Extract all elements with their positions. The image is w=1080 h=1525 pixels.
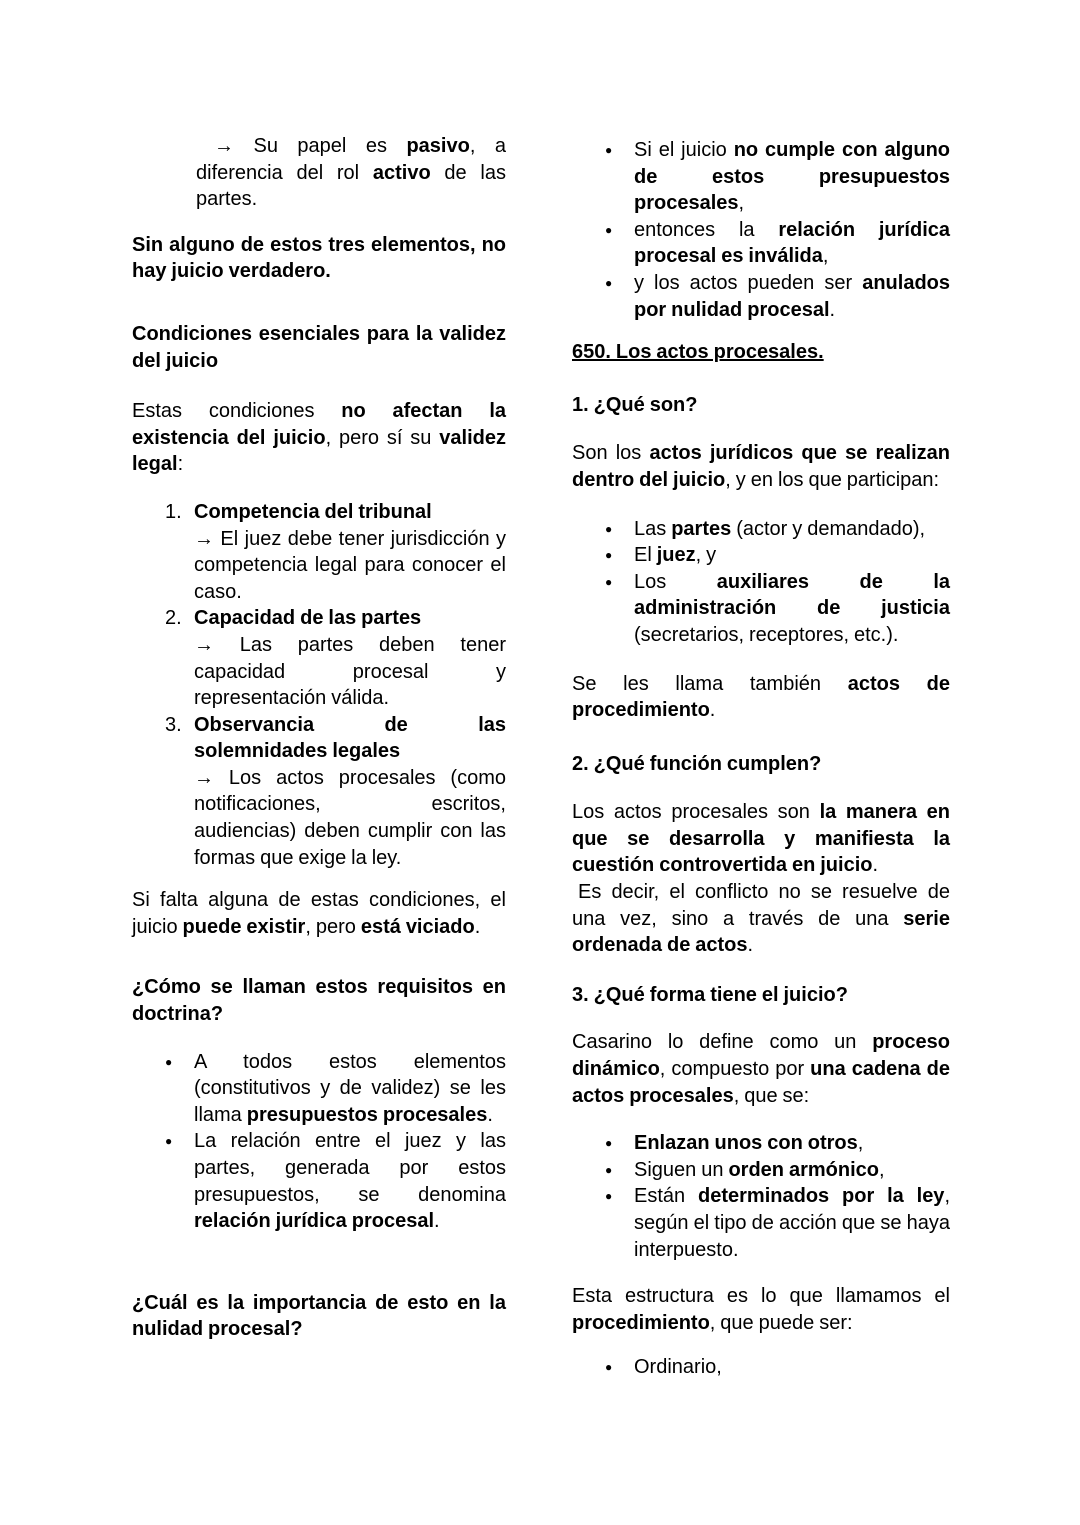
text-run: → El juez debe tener jurisdicción y competencia legal para conocer el caso. (194, 527, 506, 603)
heading (572, 982, 950, 1009)
text-run: : (177, 453, 184, 476)
bold-text-run: 2. ¿Qué función cumplen? (572, 752, 822, 775)
text-run: , (822, 245, 829, 268)
heading (572, 339, 950, 366)
text-run: Casarino lo define como un (572, 1031, 873, 1054)
text-run: , pero (305, 915, 361, 938)
text-run: , y (695, 544, 717, 567)
list-paragraph (194, 1128, 506, 1234)
text-run: , que se: (733, 1084, 810, 1107)
bold-text-run: activo (372, 161, 431, 184)
bold-text-run: proceso dinámico (572, 1031, 950, 1081)
text-run: . (872, 854, 879, 877)
bold-text-run: partes (671, 517, 732, 540)
text-run: Se les llama también (572, 672, 848, 695)
text-run: Están (634, 1185, 699, 1208)
heading (572, 392, 950, 419)
bold-text-run: anulados por nulidad procesal (634, 271, 950, 321)
bullet-list (572, 137, 950, 323)
bold-text-run: no afectan la existencia del juicio (132, 400, 506, 449)
text-run: . (487, 1103, 493, 1126)
bold-text-run: determinados por la ley (698, 1185, 945, 1208)
list-number: 1. (165, 500, 182, 523)
text-run: Si el juicio (634, 139, 734, 161)
bullet-list (572, 1130, 950, 1263)
text-run: A todos estos elementos (constitutivos y de validez) se les llama (194, 1050, 506, 1126)
bold-text-run: ¿Cuál es la importancia de esto en la nulidad procesal? (132, 1291, 506, 1341)
text-run: , según el tipo de acción que se haya interpuesto. (634, 1185, 950, 1261)
bullet-icon: ● (605, 1189, 613, 1204)
bold-text-run: está viciado (360, 915, 475, 938)
text-run: Los actos procesales son (572, 801, 820, 824)
list-item (572, 270, 950, 323)
list-paragraph (634, 217, 950, 270)
list-item (572, 516, 950, 543)
right-column (572, 137, 950, 1381)
text-run: . (747, 934, 754, 957)
text-run: Estas condiciones (132, 400, 342, 423)
heading (132, 974, 506, 1027)
bullet-list (572, 1354, 950, 1381)
text-run: Los (634, 570, 717, 593)
list-item (572, 542, 950, 569)
bullet-icon: ● (605, 574, 613, 589)
text-run: Esta estructura es lo que llamamos el (572, 1285, 950, 1308)
list-number: 3. (165, 713, 182, 736)
list-item (132, 499, 506, 605)
list-item (132, 1049, 506, 1129)
list-paragraph (194, 1049, 506, 1129)
text-run: (actor y demandado), (731, 517, 926, 540)
list-paragraph (194, 765, 506, 871)
paragraph (572, 879, 950, 959)
list-paragraph (194, 499, 506, 526)
text-run: y los actos pueden ser (634, 271, 863, 294)
text-run: Si falta alguna de estas condiciones, el juicio (132, 889, 506, 938)
bold-text-run: Condiciones esenciales para la validez del juicio (132, 322, 506, 372)
bold-text-run: puede existir (182, 915, 306, 938)
bold-text-run: Sin alguno de estos tres elementos, no hay juicio verdadero. (132, 233, 506, 283)
text-run: Es decir, el conflicto no se resuelve de una vez, sino a través de una (572, 881, 950, 930)
bullet-list (572, 516, 950, 649)
bold-text-run: relación jurídica procesal es inválida (634, 218, 950, 268)
heading (132, 321, 506, 374)
list-paragraph (634, 1183, 950, 1263)
bullet-icon: ● (605, 275, 613, 290)
heading (572, 751, 950, 778)
text-run: Son los (572, 442, 650, 465)
list-paragraph (634, 1157, 950, 1184)
left-column (132, 133, 506, 1343)
paragraph (132, 133, 506, 213)
list-item (572, 569, 950, 649)
list-paragraph (634, 1130, 950, 1157)
paragraph (132, 887, 506, 940)
bold-text-run: procedimiento (572, 1311, 710, 1334)
text-run: , (878, 1158, 885, 1181)
heading (132, 1290, 506, 1343)
bold-text-run: Enlazan unos con otros (634, 1132, 858, 1155)
bullet-icon: ● (165, 1134, 173, 1149)
text-run: El (634, 544, 657, 567)
list-item (132, 605, 506, 711)
bold-text-run: actos jurídicos que se realizan dentro del juicio (572, 442, 950, 491)
list-paragraph (634, 542, 950, 569)
text-run: , pero sí su (325, 426, 440, 449)
bold-text-run: 1. ¿Qué son? (572, 393, 698, 416)
bold-text-run: pasivo (406, 135, 470, 157)
paragraph (572, 799, 950, 879)
bullet-icon: ● (605, 548, 613, 563)
text-run: , compuesto por (659, 1058, 811, 1081)
list-paragraph (634, 516, 950, 543)
bold-text-run: 650. Los actos procesales. (572, 341, 824, 364)
list-item (572, 217, 950, 270)
bullet-icon: ● (605, 521, 613, 536)
text-run: La relación entre el juez y las partes, generada por estos presupuestos, se denomina (194, 1130, 506, 1206)
bold-text-run: auxiliares de la administración de justicia (634, 570, 951, 620)
bullet-icon: ● (605, 143, 613, 157)
paragraph (132, 398, 506, 478)
list-paragraph (634, 569, 950, 649)
text-run: . (474, 915, 481, 938)
text-run: , (857, 1132, 864, 1155)
text-run: → Las partes deben tener capacidad procesal y representación válida. (194, 633, 506, 710)
bold-text-run: serie ordenada de actos (572, 907, 950, 957)
paragraph (572, 440, 950, 493)
list-item (572, 137, 950, 217)
text-run: , a diferencia del rol (196, 135, 506, 184)
list-item (572, 1130, 950, 1157)
list-paragraph (634, 137, 950, 217)
text-run: , (738, 192, 745, 215)
list-item (132, 1128, 506, 1234)
list-item (132, 712, 506, 872)
text-run: (secretarios, receptores, etc.). (634, 623, 899, 646)
paragraph (132, 232, 506, 285)
text-run: , que puede ser: (709, 1311, 853, 1334)
text-run: entonces la (634, 218, 779, 241)
text-run: → Los actos procesales (como notificaciones, escritos, audiencias) deben cumplir con las formas que exige la ley. (194, 766, 506, 869)
bullet-list (132, 1049, 506, 1235)
bullet-icon: ● (605, 222, 613, 237)
text-run: . (434, 1210, 440, 1233)
list-item (572, 1354, 950, 1381)
bullet-icon: ● (605, 1136, 613, 1151)
list-paragraph (634, 1354, 950, 1381)
bold-text-run: juez (656, 544, 696, 567)
bold-text-run: Capacidad de las partes (194, 607, 422, 630)
list-paragraph (634, 270, 950, 323)
text-run: → Su papel es (214, 135, 407, 157)
bullet-icon: ● (165, 1054, 173, 1069)
bold-text-run: presupuestos procesales (246, 1103, 488, 1126)
text-run: de las partes. (196, 161, 506, 211)
list-number: 2. (165, 607, 182, 630)
bullet-icon: ● (605, 1162, 613, 1177)
text-run: Las (634, 517, 672, 540)
paragraph (572, 1029, 950, 1109)
bold-text-run: relación jurídica procesal (194, 1210, 435, 1233)
text-run: Ordinario, (634, 1356, 722, 1379)
text-run: Siguen un (634, 1158, 729, 1181)
paragraph (572, 1283, 950, 1336)
bold-text-run: validez legal (132, 426, 506, 476)
text-run: . (709, 699, 716, 722)
bold-text-run: 3. ¿Qué forma tiene el juicio? (572, 983, 848, 1006)
text-run: . (829, 298, 836, 321)
list-paragraph (194, 712, 506, 765)
list-item (572, 1157, 950, 1184)
list-paragraph (194, 526, 506, 606)
bold-text-run: orden armónico (728, 1158, 879, 1181)
list-item (572, 1183, 950, 1263)
bold-text-run: no cumple con alguno de estos presupuestos procesales (634, 139, 950, 215)
text-run: , y en los que participan: (725, 468, 940, 491)
bold-text-run: Competencia del tribunal (194, 500, 432, 523)
bullet-icon: ● (605, 1360, 613, 1375)
bold-text-run: actos de procedimiento (572, 672, 950, 722)
bold-text-run: Observancia de las solemnidades legales (194, 713, 506, 763)
bold-text-run: una cadena de actos procesales (572, 1058, 950, 1107)
numbered-list (132, 499, 506, 871)
bold-text-run: ¿Cómo se llaman estos requisitos en doctrina? (132, 976, 506, 1026)
list-paragraph (194, 632, 506, 712)
list-paragraph (194, 605, 506, 632)
paragraph (572, 671, 950, 724)
bold-text-run: la manera en que se desarrolla y manifiesta la cuestión controvertida en juicio (572, 801, 951, 877)
